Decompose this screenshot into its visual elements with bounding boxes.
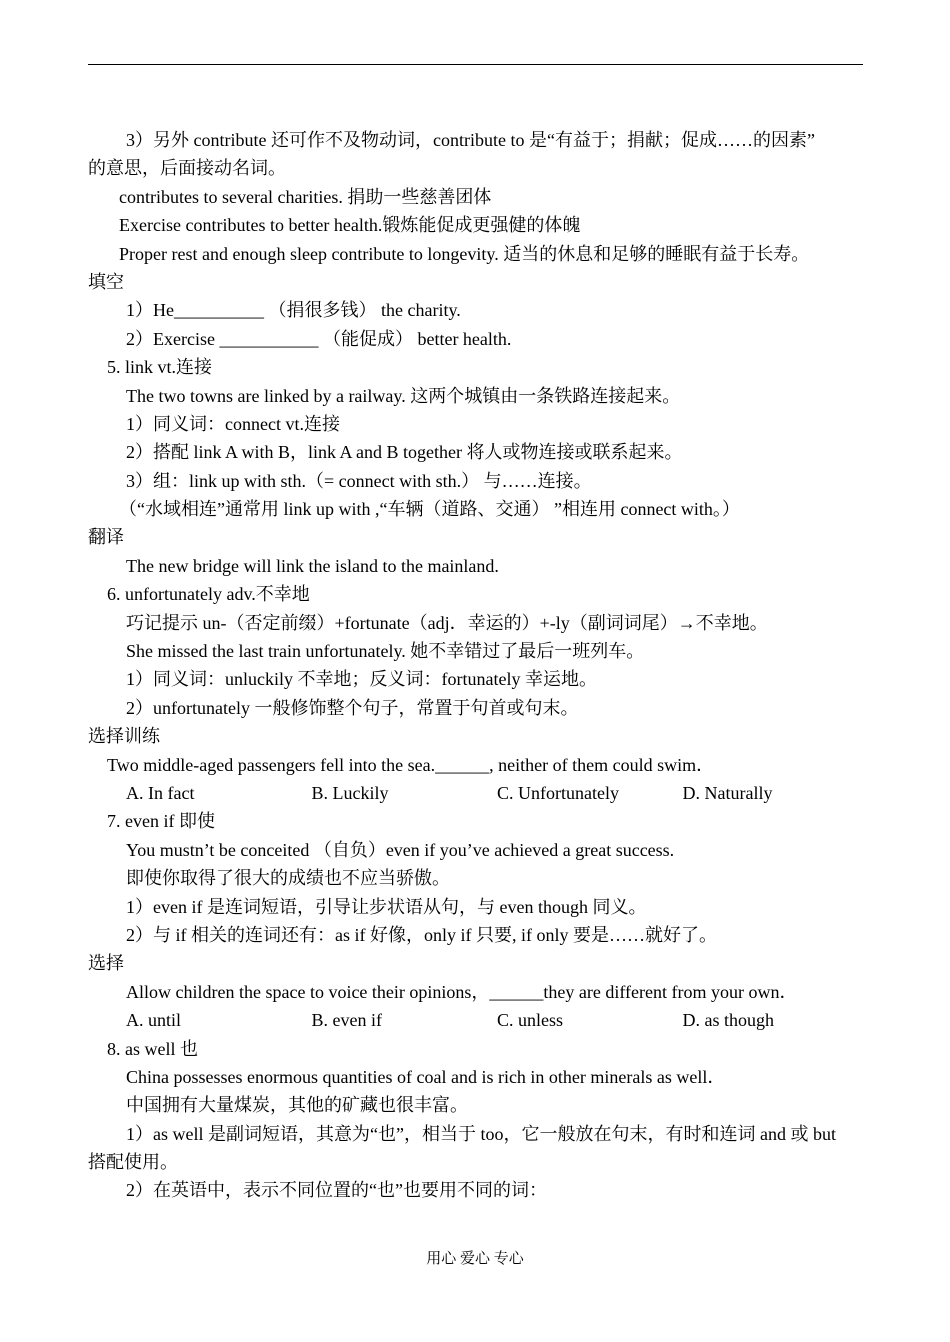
paragraph-line: 1）as well 是副词短语，其意为“也”，相当于 too，它一般放在句末，有时和连词 and 或 but (126, 1123, 836, 1144)
example-sentence: China possesses enormous quantities of coal and is rich in other minerals as well． (126, 1066, 726, 1087)
answer-options (88, 779, 868, 807)
exercise-item: 2）Exercise ___________ （能促成） better health. (126, 328, 512, 349)
example-sentence: Proper rest and enough sleep contribute to longevity. 适当的休息和足够的睡眠有益于长寿。 (119, 243, 810, 264)
option-d: D. Naturally (682, 782, 773, 803)
paragraph-line: 2）与 if 相关的连词还有：as if 好像，only if 只要, if only 要是……就好了。 (126, 924, 717, 945)
document-body (88, 126, 868, 1205)
example-translation: 中国拥有大量煤炭，其他的矿藏也很丰富。 (126, 1095, 468, 1116)
example-sentence: contributes to several charities. 捐助一些慈善团体 (119, 186, 492, 207)
paragraph-line: 1）同义词：connect vt.连接 (126, 413, 340, 434)
exercise-item: The new bridge will link the island to the mainland. (126, 555, 499, 576)
option-a: A. until (126, 1010, 182, 1031)
exercise-heading: 翻译 (88, 527, 124, 548)
paragraph-line: 2）在英语中，表示不同位置的“也”也要用不同的词： (126, 1180, 547, 1201)
vocab-heading: 6. unfortunately adv.不幸地 (107, 584, 310, 605)
option-a: A. In fact (126, 782, 195, 803)
option-c: C. Unfortunately (497, 782, 619, 803)
page-footer: 用心 爱心 专心 (426, 1251, 524, 1267)
paragraph-line: 3）另外 contribute 还可作不及物动词，contribute to 是“有益于；捐献；促成……的因素” (126, 130, 815, 150)
paragraph-line: 巧记提示 un-（否定前缀）+fortunate（adj．幸运的）+-ly（副词词尾）→不幸地。 (126, 612, 768, 633)
exercise-item: 1）He__________ （捐很多钱） the charity. (126, 300, 461, 321)
option-c: C. unless (497, 1010, 564, 1031)
paragraph-line: 1）同义词：unluckily 不幸地；反义词：fortunately 幸运地。 (126, 669, 597, 690)
paragraph-line: 搭配使用。 (88, 1152, 178, 1173)
option-d: D. as though (682, 1010, 774, 1031)
header-rule (88, 64, 863, 65)
vocab-heading: 5. link vt.连接 (107, 357, 213, 378)
paragraph-line: 3）组：link up with sth.（= connect with sth.） 与……连接。 (126, 470, 592, 491)
vocab-heading: 8. as well 也 (107, 1038, 198, 1059)
option-b: B. even if (311, 1010, 382, 1031)
example-sentence: You mustn’t be conceited （自负）even if you’ve achieved a great success. (126, 839, 675, 860)
answer-options (88, 1006, 868, 1034)
example-sentence: She missed the last train unfortunately. 她不幸错过了最后一班列车。 (126, 641, 645, 662)
vocab-heading: 7. even if 即使 (107, 811, 215, 832)
exercise-item: Two middle-aged passengers fell into the sea.______, neither of them could swim． (107, 754, 715, 775)
paragraph-line: 2）unfortunately 一般修饰整个句子，常置于句首或句末。 (126, 697, 579, 718)
example-sentence: Exercise contributes to better health.锻炼能促成更强健的体魄 (119, 215, 581, 236)
exercise-heading: 选择训练 (88, 726, 160, 747)
option-b: B. Luckily (311, 782, 389, 803)
exercise-heading: 选择 (88, 953, 124, 974)
exercise-item: Allow children the space to voice their opinions，______they are different from your own． (126, 981, 798, 1002)
example-sentence: The two towns are linked by a railway. 这两个城镇由一条铁路连接起来。 (126, 385, 681, 406)
paragraph-line: 2）搭配 link A with B，link A and B together 将人或物连接或联系起来。 (126, 442, 683, 463)
paragraph-line: 的意思，后面接动名词。 (88, 158, 286, 179)
example-translation: 即使你取得了很大的成绩也不应当骄傲。 (126, 868, 450, 889)
paragraph-line: 1）even if 是连词短语，引导让步状语从句，与 even though 同义。 (126, 896, 647, 917)
exercise-heading: 填空 (88, 271, 124, 292)
paragraph-line: （“水域相连”通常用 link up with ,“车辆（道路、交通） ”相连用 connect with。） (119, 499, 740, 520)
